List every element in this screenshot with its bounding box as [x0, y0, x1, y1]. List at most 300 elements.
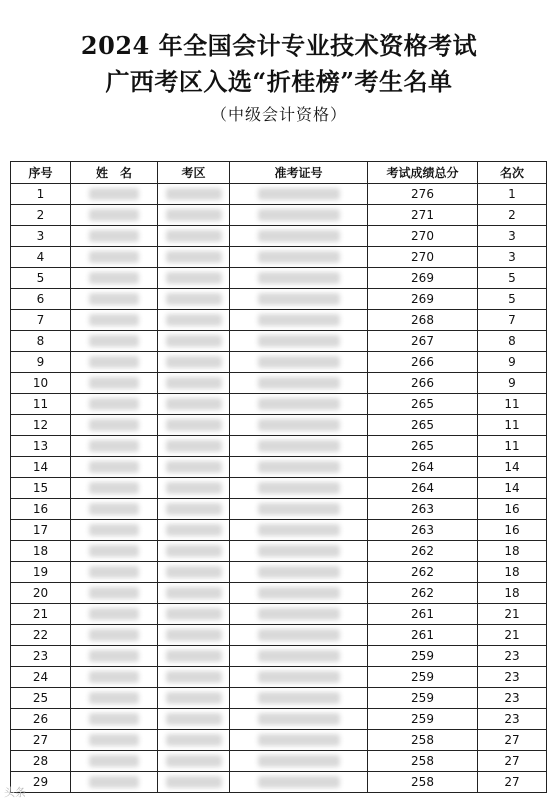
table-row	[11, 457, 547, 478]
candidate-table	[10, 161, 547, 793]
redacted-text	[89, 734, 139, 746]
redacted-text	[89, 377, 139, 389]
redacted-text	[89, 272, 139, 284]
table-row	[11, 373, 547, 394]
redacted-text	[258, 734, 340, 746]
cell-rank: 3	[478, 247, 547, 268]
cell-rank: 5	[478, 268, 547, 289]
cell-name	[71, 394, 158, 415]
cell-serial: 3	[11, 226, 71, 247]
cell-ticket-number	[230, 268, 368, 289]
cell-serial: 24	[11, 667, 71, 688]
cell-rank: 16	[478, 520, 547, 541]
cell-name	[71, 562, 158, 583]
redacted-text	[258, 503, 340, 515]
cell-ticket-number	[230, 730, 368, 751]
cell-name	[71, 352, 158, 373]
table-row	[11, 646, 547, 667]
table-row	[11, 331, 547, 352]
cell-serial: 29	[11, 772, 71, 793]
redacted-text	[89, 545, 139, 557]
cell-exam-area	[158, 394, 230, 415]
cell-serial: 2	[11, 205, 71, 226]
cell-rank: 18	[478, 562, 547, 583]
header-ticket-number: 准考证号	[230, 162, 368, 184]
cell-name	[71, 772, 158, 793]
cell-ticket-number	[230, 541, 368, 562]
cell-rank: 9	[478, 373, 547, 394]
table-header-row	[11, 162, 547, 184]
redacted-text	[258, 209, 340, 221]
table-row	[11, 436, 547, 457]
header-rank: 名次	[478, 162, 547, 184]
cell-exam-area	[158, 604, 230, 625]
redacted-text	[258, 188, 340, 200]
table-row	[11, 478, 547, 499]
redacted-text	[89, 314, 139, 326]
redacted-text	[258, 230, 340, 242]
redacted-text	[166, 251, 222, 263]
cell-exam-area	[158, 730, 230, 751]
redacted-text	[89, 398, 139, 410]
cell-exam-area	[158, 709, 230, 730]
redacted-text	[258, 566, 340, 578]
redacted-text	[258, 776, 340, 788]
cell-name	[71, 625, 158, 646]
redacted-text	[258, 713, 340, 725]
cell-exam-area	[158, 541, 230, 562]
title-line-1: 2024 年全国会计专业技术资格考试	[80, 31, 478, 60]
cell-exam-area	[158, 268, 230, 289]
cell-total-score: 270	[368, 247, 478, 268]
cell-serial: 28	[11, 751, 71, 772]
cell-ticket-number	[230, 604, 368, 625]
redacted-text	[166, 503, 222, 515]
cell-serial: 13	[11, 436, 71, 457]
redacted-text	[258, 377, 340, 389]
redacted-text	[166, 566, 222, 578]
table-row	[11, 310, 547, 331]
cell-total-score: 259	[368, 667, 478, 688]
cell-total-score: 269	[368, 268, 478, 289]
cell-exam-area	[158, 499, 230, 520]
cell-total-score: 262	[368, 562, 478, 583]
cell-ticket-number	[230, 499, 368, 520]
redacted-text	[258, 314, 340, 326]
cell-exam-area	[158, 562, 230, 583]
redacted-text	[258, 251, 340, 263]
cell-name	[71, 499, 158, 520]
header-exam-area: 考区	[158, 162, 230, 184]
redacted-text	[258, 335, 340, 347]
cell-name	[71, 667, 158, 688]
redacted-text	[166, 671, 222, 683]
cell-ticket-number	[230, 394, 368, 415]
redacted-text	[166, 713, 222, 725]
cell-exam-area	[158, 646, 230, 667]
cell-total-score: 258	[368, 730, 478, 751]
redacted-text	[166, 230, 222, 242]
cell-ticket-number	[230, 520, 368, 541]
cell-serial: 12	[11, 415, 71, 436]
redacted-text	[166, 545, 222, 557]
cell-name	[71, 436, 158, 457]
cell-name	[71, 541, 158, 562]
watermark: 头条	[4, 786, 26, 799]
cell-exam-area	[158, 184, 230, 205]
header-total-score: 考试成绩总分	[368, 162, 478, 184]
cell-ticket-number	[230, 184, 368, 205]
cell-exam-area	[158, 688, 230, 709]
redacted-text	[89, 356, 139, 368]
cell-exam-area	[158, 205, 230, 226]
table-row	[11, 688, 547, 709]
table-row	[11, 184, 547, 205]
cell-ticket-number	[230, 646, 368, 667]
cell-name	[71, 478, 158, 499]
cell-name	[71, 331, 158, 352]
redacted-text	[258, 692, 340, 704]
cell-ticket-number	[230, 247, 368, 268]
cell-serial: 17	[11, 520, 71, 541]
redacted-text	[89, 650, 139, 662]
redacted-text	[89, 755, 139, 767]
redacted-text	[166, 356, 222, 368]
redacted-text	[166, 482, 222, 494]
cell-rank: 27	[478, 751, 547, 772]
cell-rank: 14	[478, 478, 547, 499]
redacted-text	[166, 692, 222, 704]
redacted-text	[89, 461, 139, 473]
cell-total-score: 259	[368, 709, 478, 730]
redacted-text	[89, 629, 139, 641]
cell-ticket-number	[230, 667, 368, 688]
cell-serial: 14	[11, 457, 71, 478]
redacted-text	[166, 377, 222, 389]
cell-total-score: 268	[368, 310, 478, 331]
redacted-text	[89, 503, 139, 515]
cell-name	[71, 688, 158, 709]
cell-name	[71, 604, 158, 625]
redacted-text	[89, 524, 139, 536]
cell-serial: 8	[11, 331, 71, 352]
redacted-text	[258, 272, 340, 284]
table-row	[11, 520, 547, 541]
redacted-text	[166, 335, 222, 347]
cell-serial: 11	[11, 394, 71, 415]
cell-serial: 23	[11, 646, 71, 667]
table-row	[11, 226, 547, 247]
cell-rank: 8	[478, 331, 547, 352]
cell-total-score: 261	[368, 625, 478, 646]
table-row	[11, 625, 547, 646]
cell-total-score: 263	[368, 499, 478, 520]
redacted-text	[166, 188, 222, 200]
cell-rank: 16	[478, 499, 547, 520]
redacted-text	[166, 419, 222, 431]
cell-total-score: 264	[368, 478, 478, 499]
cell-total-score: 259	[368, 646, 478, 667]
cell-exam-area	[158, 478, 230, 499]
table-row	[11, 772, 547, 793]
redacted-text	[258, 356, 340, 368]
table-row	[11, 499, 547, 520]
header-serial: 序号	[11, 162, 71, 184]
cell-total-score: 263	[368, 520, 478, 541]
redacted-text	[89, 566, 139, 578]
cell-serial: 18	[11, 541, 71, 562]
header-name: 姓 名	[71, 162, 158, 184]
table-row	[11, 604, 547, 625]
cell-name	[71, 751, 158, 772]
redacted-text	[166, 314, 222, 326]
cell-ticket-number	[230, 772, 368, 793]
redacted-text	[89, 671, 139, 683]
redacted-text	[258, 629, 340, 641]
redacted-text	[89, 608, 139, 620]
table-row	[11, 730, 547, 751]
table-row	[11, 751, 547, 772]
redacted-text	[166, 524, 222, 536]
cell-ticket-number	[230, 583, 368, 604]
cell-total-score: 261	[368, 604, 478, 625]
cell-exam-area	[158, 520, 230, 541]
table-row	[11, 667, 547, 688]
redacted-text	[89, 209, 139, 221]
cell-serial: 16	[11, 499, 71, 520]
redacted-text	[258, 755, 340, 767]
cell-name	[71, 247, 158, 268]
redacted-text	[166, 755, 222, 767]
cell-serial: 5	[11, 268, 71, 289]
cell-ticket-number	[230, 436, 368, 457]
cell-serial: 9	[11, 352, 71, 373]
cell-rank: 23	[478, 646, 547, 667]
redacted-text	[166, 293, 222, 305]
redacted-text	[89, 692, 139, 704]
cell-exam-area	[158, 772, 230, 793]
cell-name	[71, 310, 158, 331]
redacted-text	[89, 776, 139, 788]
redacted-text	[258, 461, 340, 473]
cell-total-score: 258	[368, 772, 478, 793]
redacted-text	[89, 482, 139, 494]
cell-exam-area	[158, 247, 230, 268]
redacted-text	[258, 671, 340, 683]
cell-name	[71, 373, 158, 394]
cell-rank: 21	[478, 604, 547, 625]
cell-serial: 4	[11, 247, 71, 268]
cell-ticket-number	[230, 478, 368, 499]
cell-serial: 26	[11, 709, 71, 730]
cell-name	[71, 268, 158, 289]
cell-exam-area	[158, 352, 230, 373]
cell-total-score: 265	[368, 394, 478, 415]
cell-total-score: 271	[368, 205, 478, 226]
cell-rank: 27	[478, 730, 547, 751]
redacted-text	[89, 188, 139, 200]
cell-rank: 7	[478, 310, 547, 331]
table-row	[11, 709, 547, 730]
cell-serial: 6	[11, 289, 71, 310]
redacted-text	[166, 776, 222, 788]
cell-serial: 21	[11, 604, 71, 625]
table-row	[11, 268, 547, 289]
redacted-text	[89, 230, 139, 242]
table-row	[11, 247, 547, 268]
cell-name	[71, 646, 158, 667]
table-row	[11, 541, 547, 562]
cell-ticket-number	[230, 205, 368, 226]
cell-total-score: 264	[368, 457, 478, 478]
cell-exam-area	[158, 751, 230, 772]
cell-serial: 19	[11, 562, 71, 583]
cell-rank: 11	[478, 436, 547, 457]
cell-ticket-number	[230, 688, 368, 709]
cell-name	[71, 289, 158, 310]
redacted-text	[166, 209, 222, 221]
cell-total-score: 262	[368, 541, 478, 562]
cell-ticket-number	[230, 289, 368, 310]
cell-serial: 15	[11, 478, 71, 499]
redacted-text	[89, 293, 139, 305]
redacted-text	[166, 608, 222, 620]
redacted-text	[89, 440, 139, 452]
cell-exam-area	[158, 373, 230, 394]
cell-rank: 11	[478, 415, 547, 436]
cell-ticket-number	[230, 751, 368, 772]
redacted-text	[258, 650, 340, 662]
cell-ticket-number	[230, 373, 368, 394]
cell-ticket-number	[230, 331, 368, 352]
redacted-text	[166, 461, 222, 473]
redacted-text	[166, 398, 222, 410]
cell-rank: 23	[478, 667, 547, 688]
cell-ticket-number	[230, 625, 368, 646]
cell-name	[71, 457, 158, 478]
table-row	[11, 583, 547, 604]
cell-total-score: 258	[368, 751, 478, 772]
cell-exam-area	[158, 625, 230, 646]
cell-exam-area	[158, 289, 230, 310]
document-subtitle: （中级会计资格）	[210, 105, 347, 124]
table-row	[11, 562, 547, 583]
cell-serial: 7	[11, 310, 71, 331]
redacted-text	[258, 587, 340, 599]
redacted-text	[258, 524, 340, 536]
cell-name	[71, 205, 158, 226]
table-row	[11, 394, 547, 415]
cell-exam-area	[158, 667, 230, 688]
cell-serial: 22	[11, 625, 71, 646]
redacted-text	[258, 608, 340, 620]
redacted-text	[89, 419, 139, 431]
cell-name	[71, 730, 158, 751]
redacted-text	[258, 545, 340, 557]
cell-serial: 27	[11, 730, 71, 751]
cell-total-score: 265	[368, 415, 478, 436]
redacted-text	[166, 650, 222, 662]
redacted-text	[166, 440, 222, 452]
document-title	[0, 28, 558, 100]
cell-exam-area	[158, 226, 230, 247]
cell-rank: 14	[478, 457, 547, 478]
table-row	[11, 352, 547, 373]
cell-total-score: 267	[368, 331, 478, 352]
cell-rank: 27	[478, 772, 547, 793]
cell-exam-area	[158, 436, 230, 457]
cell-rank: 23	[478, 688, 547, 709]
cell-rank: 18	[478, 541, 547, 562]
cell-name	[71, 226, 158, 247]
redacted-text	[166, 629, 222, 641]
redacted-text	[89, 587, 139, 599]
cell-name	[71, 520, 158, 541]
cell-exam-area	[158, 310, 230, 331]
title-line-2: 广西考区入选“折桂榜”考生名单	[105, 67, 453, 96]
cell-name	[71, 415, 158, 436]
cell-name	[71, 709, 158, 730]
redacted-text	[89, 713, 139, 725]
redacted-text	[258, 398, 340, 410]
cell-ticket-number	[230, 562, 368, 583]
redacted-text	[258, 482, 340, 494]
cell-name	[71, 583, 158, 604]
cell-serial: 1	[11, 184, 71, 205]
table-row	[11, 289, 547, 310]
redacted-text	[89, 335, 139, 347]
cell-serial: 20	[11, 583, 71, 604]
cell-total-score: 266	[368, 373, 478, 394]
cell-exam-area	[158, 457, 230, 478]
cell-ticket-number	[230, 352, 368, 373]
cell-ticket-number	[230, 709, 368, 730]
cell-rank: 2	[478, 205, 547, 226]
cell-rank: 5	[478, 289, 547, 310]
cell-rank: 11	[478, 394, 547, 415]
cell-total-score: 259	[368, 688, 478, 709]
cell-exam-area	[158, 583, 230, 604]
redacted-text	[258, 293, 340, 305]
cell-total-score: 266	[368, 352, 478, 373]
redacted-text	[166, 587, 222, 599]
cell-rank: 23	[478, 709, 547, 730]
table-row	[11, 205, 547, 226]
redacted-text	[89, 251, 139, 263]
cell-total-score: 265	[368, 436, 478, 457]
redacted-text	[166, 734, 222, 746]
redacted-text	[258, 419, 340, 431]
cell-total-score: 269	[368, 289, 478, 310]
cell-serial: 10	[11, 373, 71, 394]
cell-name	[71, 184, 158, 205]
redacted-text	[258, 440, 340, 452]
cell-ticket-number	[230, 226, 368, 247]
table-row	[11, 415, 547, 436]
cell-ticket-number	[230, 457, 368, 478]
redacted-text	[166, 272, 222, 284]
cell-rank: 18	[478, 583, 547, 604]
cell-total-score: 276	[368, 184, 478, 205]
cell-ticket-number	[230, 310, 368, 331]
cell-total-score: 262	[368, 583, 478, 604]
cell-exam-area	[158, 415, 230, 436]
table-body	[11, 184, 547, 793]
cell-rank: 3	[478, 226, 547, 247]
cell-serial: 25	[11, 688, 71, 709]
cell-exam-area	[158, 331, 230, 352]
cell-rank: 9	[478, 352, 547, 373]
